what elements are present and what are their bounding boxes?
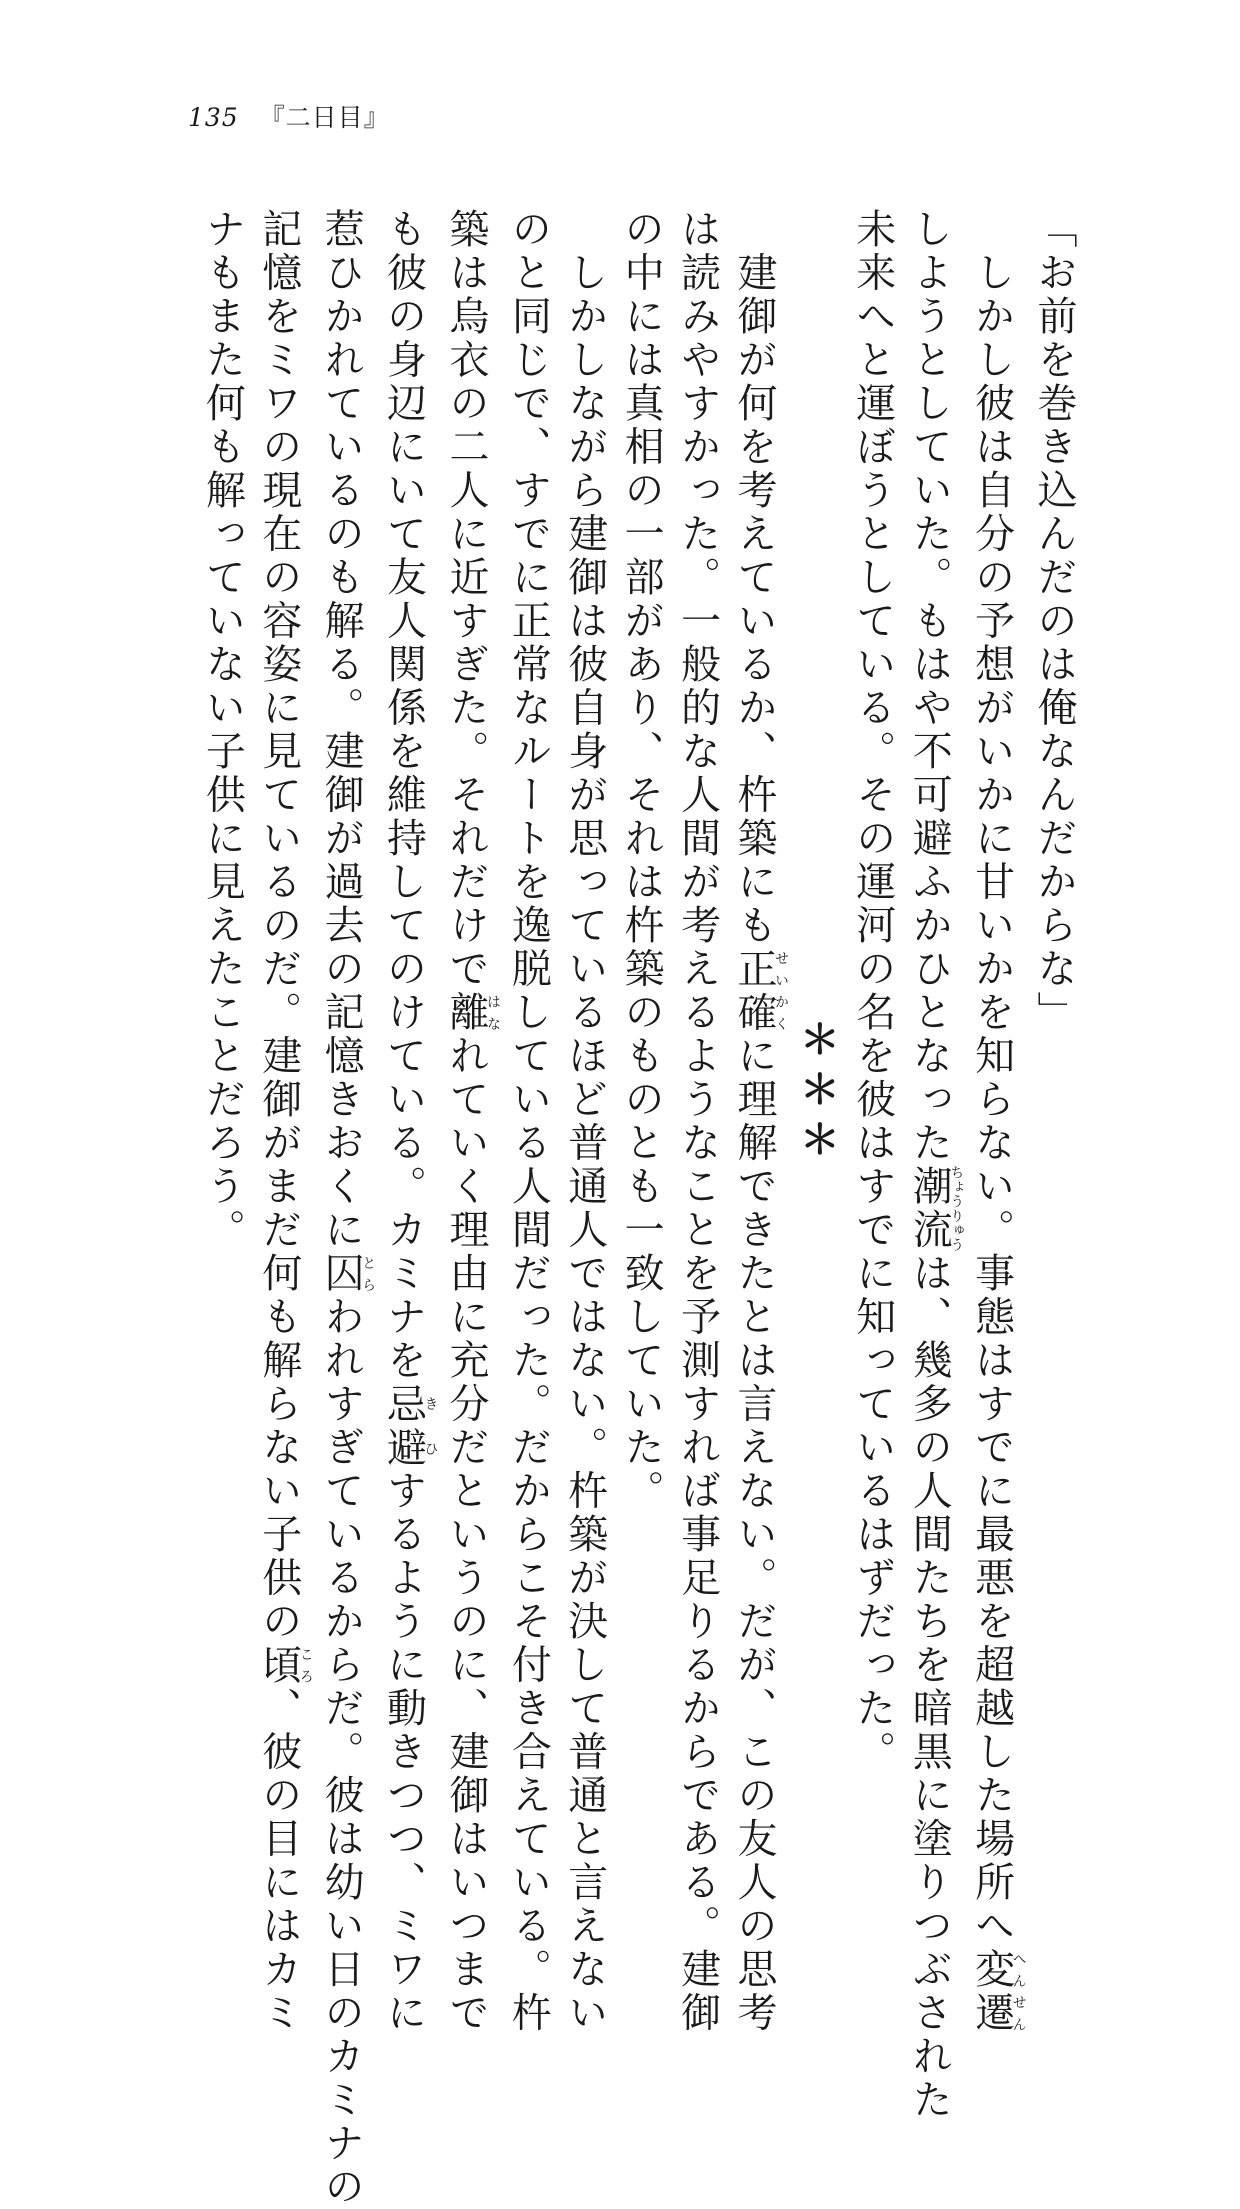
text-line: の中には真相の一部があり、それは杵築のものとも一致していた。 [618,208,665,1513]
scene-break-asterisks: ＊＊＊ [793,1018,841,1168]
page-number: 135 [188,103,239,132]
text-line: 建御が何を考えているか、杵築にも正確せいかくに理解できたとは言えない。だが、この友人の思考 [730,208,789,2035]
furigana: 変遷へんせん [968,1948,1027,2035]
furigana: 正確せいかく [730,947,789,1035]
text-line: は読みやすかった。一般的な人間が考えるようなことを予測すれば事足りるからである。建御 [674,208,721,2035]
text-line: 惹ひかれているのも解る。建御が過去の記憶きおくに囚とらわれすぎているからだ。彼は幼い日のカミナの [318,208,377,2209]
text-line: 記憶をミワの現在の容姿に見ているのだ。建御がまだ何も解らない子供の頃ころ、彼の目にはカミ [255,208,314,2035]
furigana: 頃ころ [255,1643,314,1687]
text-line: 「お前を巻き込んだのは俺なんだからな」 [1031,208,1077,1035]
page-header [188,98,390,134]
text-line: ナもまた何も解っていない子供に見えたことだろう。 [199,208,246,1252]
furigana: 囚とら [318,1252,377,1296]
text-line: のと同じで、すでに正常なルートを逸脱している人間だった。だからこそ付き合えている。杵 [505,208,552,2035]
text-line: しかし彼は自分の予想がいかに甘いかを知らない。事態はすでに最悪を超越した場所へ変遷へんせん [968,208,1027,2035]
furigana: 忌避きひ [380,1382,439,1470]
text-line: も彼の身辺にいて友人関係を維持してのけている。カミナを忌避きひするように動きつつ、ミワに [380,208,439,2035]
furigana: 潮流ちょうりゅう [906,1165,965,1252]
text-line: 未来へと運ぼうとしている。その運河の名を彼はすでに知っているはずだった。 [849,208,896,1774]
chapter-title: 『二日目』 [259,103,390,132]
furigana: 離はな [442,991,501,1035]
text-line: しようとしていた。もはや不可避ふかひとなった潮流ちょうりゅうは、幾多の人間たちを暗黒に塗りつぶされた [906,208,965,2122]
vertical-text-body [152,208,1082,2209]
text-line: しかしながら建御は彼自身が思っているほど普通人ではない。杵築が決して普通と言えない [561,208,608,2035]
text-line: 築は烏衣の二人に近すぎた。それだけで離はなれていく理由に充分だというのに、建御はいつまで [442,208,501,2035]
